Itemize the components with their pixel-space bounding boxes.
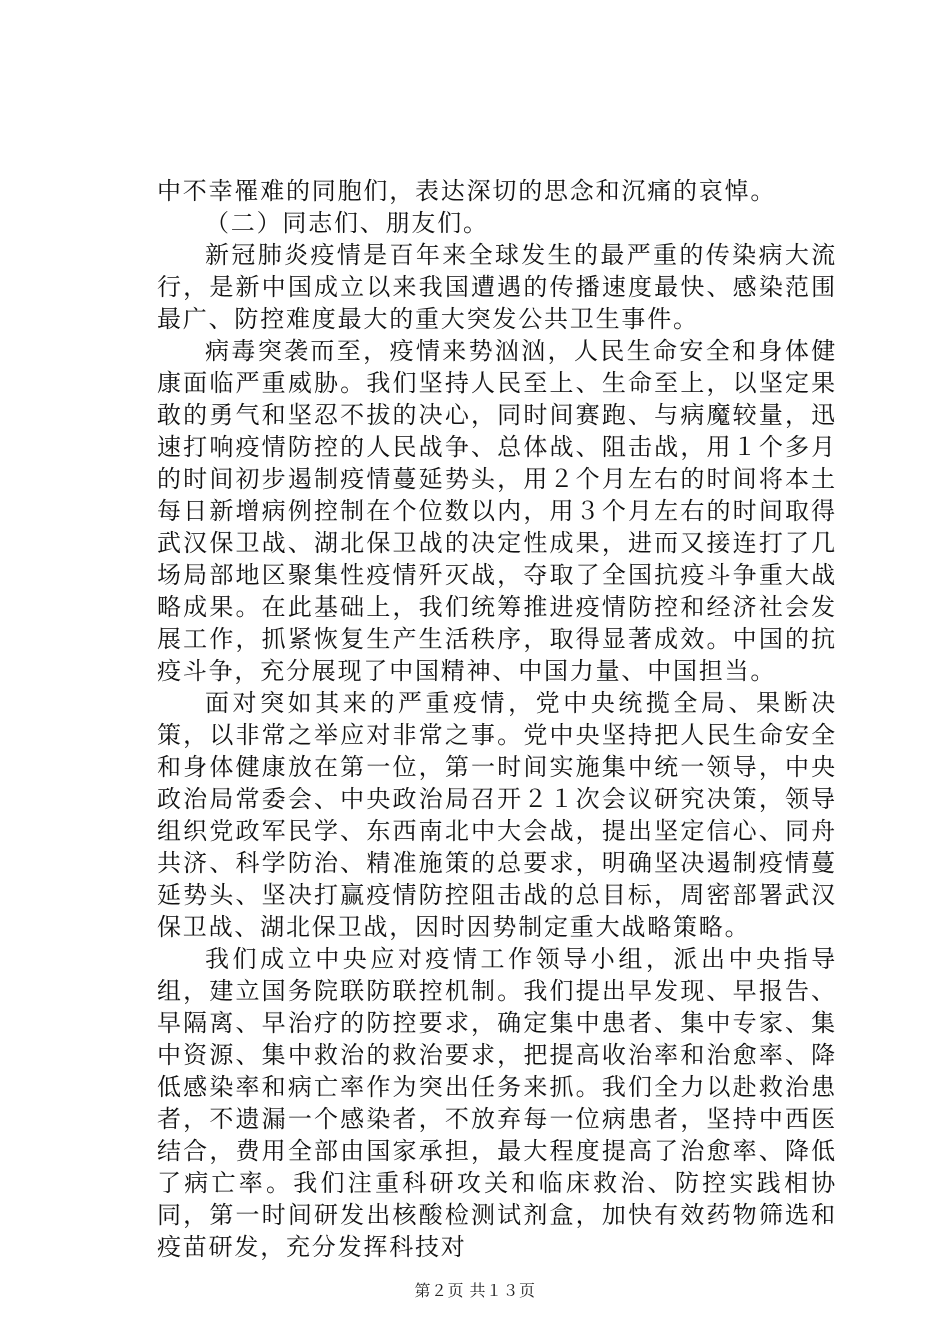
paragraph-3: 新冠肺炎疫情是百年来全球发生的最严重的传染病大流行，是新中国成立以来我国遭遇的传播速度最快、感染范围最广、防控难度最大的重大突发公共卫生事件。	[157, 241, 837, 333]
page-footer: 第２页 共１３页	[414, 1281, 536, 1300]
paragraph-5: 面对突如其来的严重疫情，党中央统揽全局、果断决策，以非常之举应对非常之事。党中央坚持把人民生命安全和身体健康放在第一位，第一时间实施集中统一领导，中央政治局常委会、中央政治局召开２１次会议研究决策，领导组织党政军民学、东西南北中大会战，提出坚定信心、同舟共济、科学防治、精准施策的总要求，明确坚决遏制疫情蔓延势头、坚决打赢疫情防控阻击战的总目标，周密部署武汉保卫战、湖北保卫战，因时因势制定重大战略策略。	[157, 689, 837, 941]
document-body	[157, 175, 837, 1263]
paragraph-6: 我们成立中央应对疫情工作领导小组，派出中央指导组，建立国务院联防联控机制。我们提出早发现、早报告、早隔离、早治疗的防控要求，确定集中患者、集中专家、集中资源、集中救治的救治要求，把提高收治率和治愈率、降低感染率和病亡率作为突出任务来抓。我们全力以赴救治患者，不遗漏一个感染者，不放弃每一位病患者，坚持中西医结合，费用全部由国家承担，最大程度提高了治愈率、降低了病亡率。我们注重科研攻关和临床救治、防控实践相协同，第一时间研发出核酸检测试剂盒，加快有效药物筛选和疫苗研发，充分发挥科技对	[157, 945, 837, 1261]
paragraph-4: 病毒突袭而至，疫情来势汹汹，人民生命安全和身体健康面临严重威胁。我们坚持人民至上、生命至上，以坚定果敢的勇气和坚忍不拔的决心，同时间赛跑、与病魔较量，迅速打响疫情防控的人民战争、总体战、阻击战，用１个多月的时间初步遏制疫情蔓延势头，用２个月左右的时间将本土每日新增病例控制在个位数以内，用３个月左右的时间取得武汉保卫战、湖北保卫战的决定性成果，进而又接连打了几场局部地区聚集性疫情歼灭战，夺取了全国抗疫斗争重大战略成果。在此基础上，我们统筹推进疫情防控和经济社会发展工作，抓紧恢复生产生活秩序，取得显著成效。中国的抗疫斗争，充分展现了中国精神、中国力量、中国担当。	[157, 337, 837, 685]
paragraph-1: 中不幸罹难的同胞们，表达深切的思念和沉痛的哀悼。	[157, 177, 777, 205]
paragraph-2: （二）同志们、朋友们。	[205, 209, 489, 237]
